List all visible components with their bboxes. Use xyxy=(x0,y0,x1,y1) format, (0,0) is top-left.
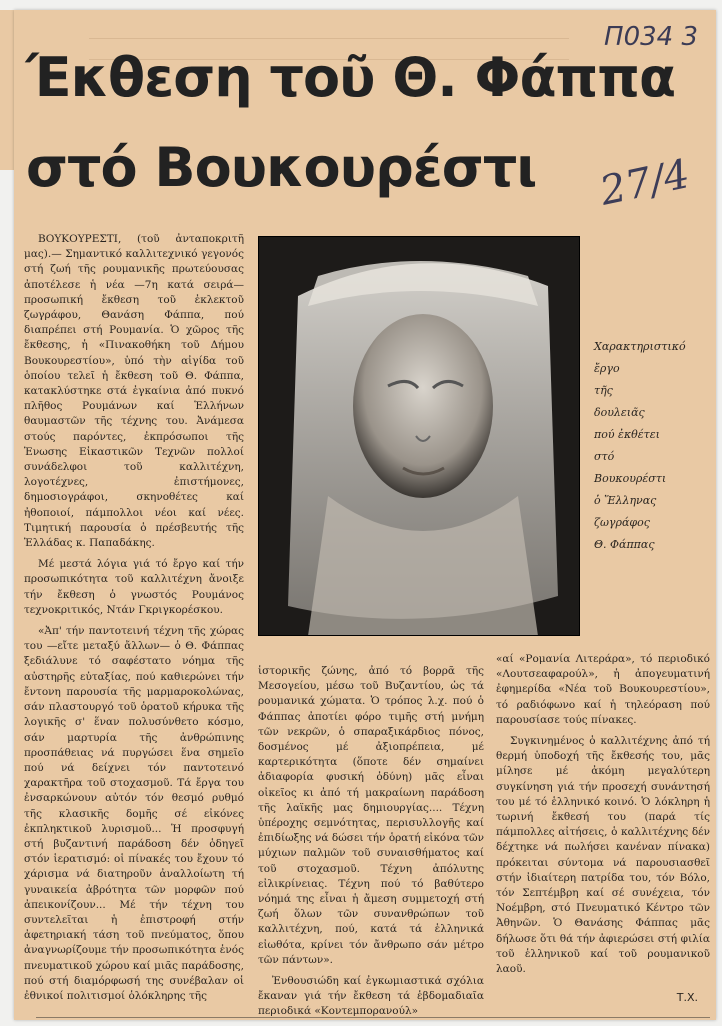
caption-line: στό xyxy=(594,450,615,463)
caption-line: δουλειᾶς xyxy=(594,406,645,419)
adjacent-clipping-edge xyxy=(0,10,15,170)
bottom-rule xyxy=(36,1017,710,1018)
caption-line: Χαρακτηριστικό xyxy=(594,340,686,353)
caption-line: ὁ Ἕλληνας xyxy=(594,494,657,507)
artwork-photo xyxy=(258,236,580,636)
caption-line: τῆς xyxy=(594,384,613,397)
headline-line-1: Έκθεση τοῦ Θ. Φάππα xyxy=(26,46,676,109)
caption-line: ἔργο xyxy=(594,362,620,375)
article-column-1 xyxy=(24,232,244,1010)
handwritten-date: 27/4 xyxy=(596,151,694,215)
caption-line: πού ἐκθέτει xyxy=(594,428,660,441)
paragraph: Μέ μεστά λόγια γιά τό ἔργο καί τήν προσωπικότητα τοῦ καλλιτέχνη ἄνοιξε τήν ἔκθεση ὁ γνωστός Ρουμάνος τεχνοκριτικός, Ντάν Γκριγκορέσκου. xyxy=(24,558,244,616)
author-signature: Τ.Χ. xyxy=(676,991,698,1004)
paragraph: «Ἀπ' τήν παντοτεινή τέχνη τῆς χώρας του —εἴτε μεταξύ ἄλλων— ὁ Θ. Φάππας ξεδιάλυνε τό σαφέστατο νόημα τῆς αὐστηρῆς εὐταξίας, πού καθιερώνει τήν ἔντονη παρουσία τῆς μαρμαροκολώνας, σάν πλαστουργό τοῦ ὁρατοῦ κήρυκα τῆς λογικῆς σ' ἕναν πολυσύνθετο κόσμο, σάν μαρτυρία τῆς ἀνθρώπινης προσπάθειας νά πυργώσει ἕνα σημεῖο πού νά δείχνει τόν παντοτεινό χαρακτῆρα τοῦ στοχασμοῦ. Τά ἔργα του ἐνσαρκώνουν αὐτόν τόν θεσμό ρυθμό τῆς κλασικῆς δομῆς σέ εἰκόνες ἐκπληκτικοῦ λυρισμοῦ... Ἡ προσφυγή στή βυζαντινή παράδοση δέν ὁδηγεῖ στόν ἱερατισμό: οἱ πίνακές του ἔχουν τό χάρισμα νά διατηροῦν ἀναλλοίωτη τή γυναικεία ἀβρότητα τῶν μορφῶν πού ἀπεικονίζουν... Μέ τήν τέχνη του συντελεῖται ἡ ἐπιστροφή στήν ἀφετηριακή τάση τοῦ πνεύματος, ὅπου ἀναγνωρίζουμε τήν προσωπικότητα ἑνός πνευματικοῦ χώρου καί μιᾶς παράδοσης, πού στή διαμόρφωσή της συνέβαλαν οἱ ἐθνικοί πολιτισμοί ὁλόκληρης τῆς xyxy=(24,625,244,1002)
photo-caption xyxy=(594,336,704,556)
caption-line: Βουκουρέστι xyxy=(594,472,667,485)
headline-line-2: στό Βουκουρέστι xyxy=(26,136,537,199)
article-column-3 xyxy=(496,652,710,983)
caption-line: Θ. Φάππας xyxy=(594,538,655,551)
paragraph: ΒΟΥΚΟΥΡΕΣΤΙ, (τοῦ ἀνταποκριτῆ μας).— Σημαντικό καλλιτεχνικό γεγονός στή ζωή τῆς ρουμανικῆς πρωτεύουσας ἀποτέλεσε ἡ νέα —7η κατά σειρά— προσωπική ἔκθεση τοῦ ἐκλεκτοῦ ζωγράφου, Θανάση Φάππα, πού διαπρέπει στή Ρουμανία. Ὁ χῶρος τῆς ἔκθεσης, ἡ «Πινακοθήκη τοῦ Δήμου Βουκουρεστίου», ὑπό τὴν αἰγίδα τοῦ ὁποίου τελεῖ ἡ ἔκθεση τοῦ Θ. Φάππα, κατακλύστηκε στά ἐγκαίνια ἀπό πυκνό πλῆθος Ρουμάνων καί Ἑλλήνων θαυμαστῶν τῆς τέχνης του. Ἀνάμεσα στούς παρόντες, ἐκπρόσωποι τῆς Ἑνωσης Εἰκαστικῶν Τεχνῶν πολλοί συνάδελφοι τοῦ καλλιτέχνη, λογοτέχνες, ἐπιστήμονες, δημοσιογράφοι, σκηνοθέτες καί ἠθοποιοί, πάμπολλοι νέοι καί νέες. Τιμητική παρουσία ὁ πρέσβευτής τῆς Ἑλλάδας κ. Παπαδάκης. xyxy=(24,233,244,550)
paragraph: «αί «Ρομανία Λιτεράρα», τό περιοδικό «Λουτσεαφαρούλ», ἡ ἀπογευματινή ἐφημερίδα «Νέα τοῦ Βουκουρεστίου», τό ραδιόφωνο καί ἡ τηλεόραση πού παρουσίασε τούς πίνακες. xyxy=(496,653,710,726)
caption-line: ζωγράφος xyxy=(594,516,650,529)
portrait-image xyxy=(258,236,580,636)
archive-number: Π034 3 xyxy=(604,22,698,52)
article-column-2 xyxy=(258,664,484,1026)
paragraph: ἱστορικῆς ζώνης, ἀπό τό βορρᾶ τῆς Μεσογείου, μέσω τοῦ Βυζαντίου, ὡς τά ρουμανικά χώματα. Ὁ τρόπος λ.χ. πού ὁ Φάππας ἀποτίει φόρο τιμῆς στή μνήμη τῶν νεκρῶν, ὁ σπαραξικάρδιος πόνος, δοσμένος μέ ἀξιοπρέπεια, μέ καρτερικότητα (ὅποτε δέν σημαίνει ἀδιαφορία φυσική ὀδύνη) μᾶς εἶναι οἰκεῖος κι ἀπό τή μακραίωνη παράδοση τῆς λαϊκῆς μας δημιουργίας.... Τέχνη ὑπέροχης σεμνότητας, περισυλλογῆς καί ἐπιδίωξης νά δώσει τήν ὁρατή εἰκόνα τῶν μύχιων παλμῶν τοῦ συναισθήματος καί τοῦ στοχασμοῦ. Τέχνη ἀπόλυτης εἰλικρίνειας. Τέχνη πού τό βαθύτερο νόημά της εἶναι ἡ ἄμεση συμμετοχή στή ζωή ὅλων τῶν συνανθρώπων τοῦ καλλιτέχνη, πού, κατά τά ἑλληνικά εἰωθότα, κρίνει τόν ἄνθρωπο σάν μέτρο τῶν πάντων». xyxy=(258,665,484,966)
paragraph: Συγκινημένος ὁ καλλιτέχνης ἀπό τή θερμή ὑποδοχή τῆς ἔκθεσής του, μᾶς μίλησε μέ ἀκόμη μεγαλύτερη συγκίνηση γιά τήν προσεχή συνάντησή του μέ τό ἑλληνικό κοινό. Ὁ λόκληρη ἡ τωρινή ἔκθεσή του (παρά τίς πάμπολλες αἰτήσεις, ὁ καλλιτέχνης δέν δέχτηκε νά πωλήσει κανέναν πίνακα) πρόκειται σύντομα νά παρουσιασθεῖ στήν ἰδιαίτερη πατρίδα του, τόν Βόλο, τόν Σεπτέμβρη καί σέ συνέχεια, τόν Νοέμβρη, στό Πνευματικό Κέντρο τῶν Ἀθηνῶν. Ὁ Θανάσης Φάππας μᾶς δήλωσε ὅτι θά τήν ἀφιερώσει στή φιλία τοῦ ἑλληνικοῦ καί τοῦ ρουμανικοῦ λαοῦ. xyxy=(496,735,710,976)
paragraph: Ἐνθουσιώδη καί ἐγκωμιαστικά σχόλια ἔκαναν γιά τήν ἔκθεση τά ἑβδομαδιαῖα περιοδικά «Κοντεμπορανούλ» xyxy=(258,975,484,1018)
